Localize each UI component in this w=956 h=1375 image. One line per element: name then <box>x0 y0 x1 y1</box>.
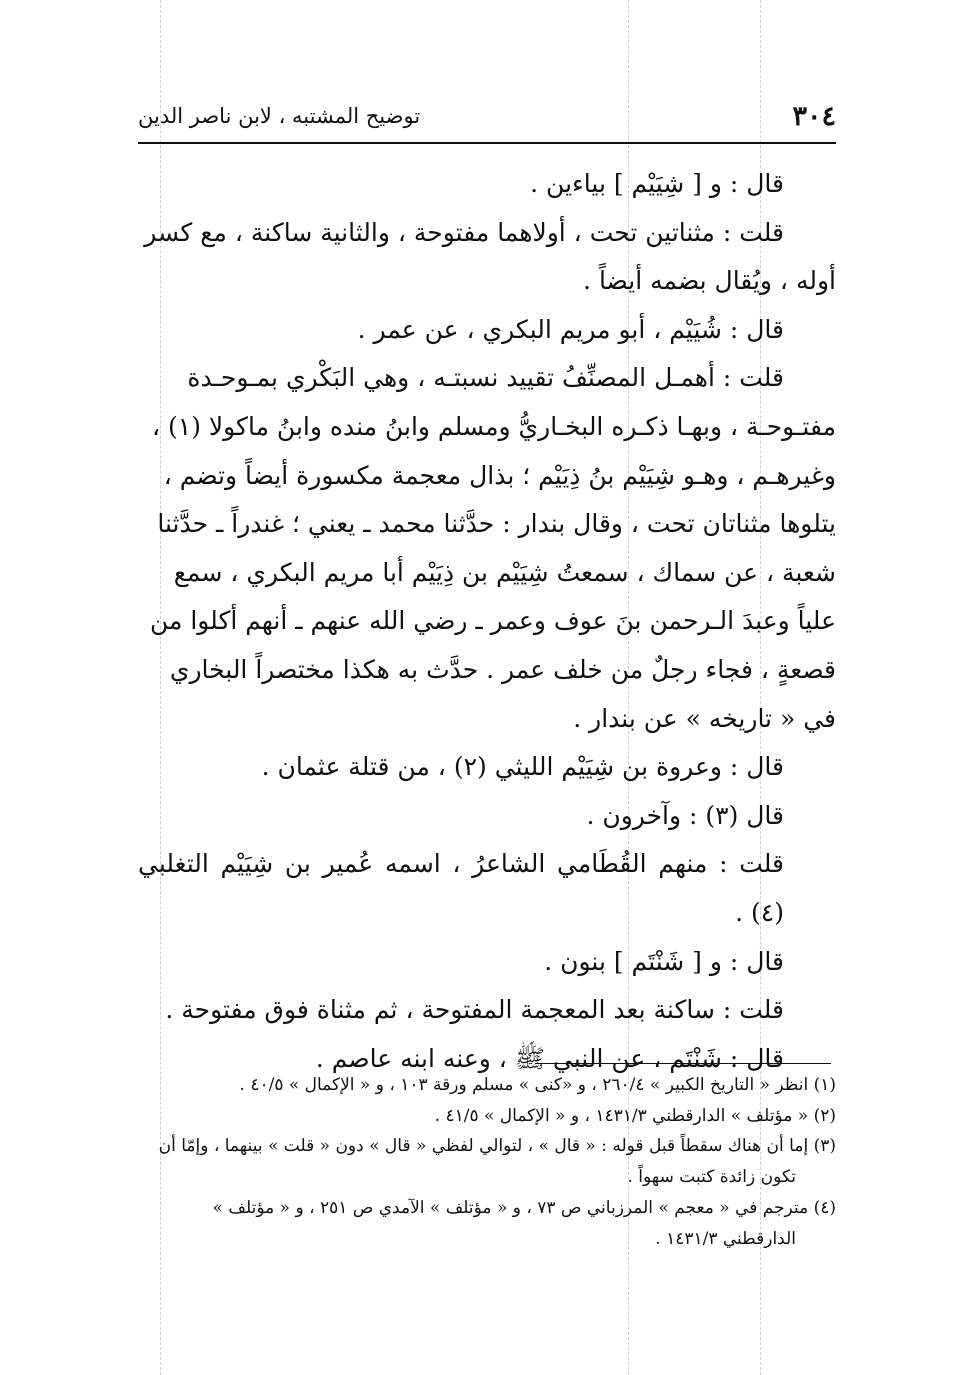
text-line: قال : شَنْتَم ، عن النبي ﷺ ، وعنه ابنه عاصم . <box>315 1043 784 1073</box>
text-line: قال : شُيَيْم ، أبو مريم البكري ، عن عمر . <box>357 314 784 344</box>
main-text <box>138 160 836 1083</box>
text-line: قصعةٍ ، فجاء رجلٌ من خلف عمر . حدَّث به هكذا مختصراً البخاري <box>169 654 836 684</box>
footnote-line: تكون زائدة كتبت سهواً . <box>627 1167 796 1188</box>
text-line: علياً وعبدَ الـرحمن بنَ عوف وعمر ـ رضي الله عنهم ـ أنهم أكلوا من <box>149 606 836 636</box>
text-line: قلت : منهم القُطَامي الشاعرُ ، اسمه عُمير بن شِيَيْم التغلبي (٤) . <box>138 849 784 927</box>
text-line: يتلوها مثناتان تحت ، وقال بندار : حدَّثنا محمد ـ يعني ؛ غندراً ـ حدَّثنا <box>157 509 836 539</box>
footnote-line: (٤) مترجم في « معجم » المرزباني ص ٧٣ ، و « مؤتلف » الآمدي ص ٢٥١ ، و « مؤتلف » <box>212 1197 836 1218</box>
text-line: في « تاريخه » عن بندار . <box>573 703 836 733</box>
footnote-line: الدارقطني ١٤٣١/٣ . <box>655 1228 796 1249</box>
running-title: توضيح المشتبه ، لابن ناصر الدين <box>138 104 421 128</box>
footnote-line: (٢) « مؤتلف » الدارقطني ١٤٣١/٣ ، و « الإكمال » ٤١/٥ . <box>434 1105 836 1126</box>
text-line: قال : وعروة بن شِيَيْم الليثي (٢) ، من قتلة عثمان . <box>261 752 784 782</box>
text-line: أوله ، ويُقال بضمه أيضاً . <box>583 266 836 296</box>
footnote-line: (١) انظر « التاريخ الكبير » ٢٦٠/٤ ، و «كنى » مسلم ورقة ١٠٣ ، و « الإكمال » ٤٠/٥ . <box>239 1075 836 1095</box>
text-line: وغيرهـم ، وهـو شِيَيْم بنُ ذِيَيْم ؛ بذال معجمة مكسورة أيضاً وتضم ، <box>163 460 836 490</box>
page-number: ٣٠٤ <box>792 100 836 132</box>
footnotes <box>135 1070 836 1254</box>
page-header <box>138 96 836 136</box>
text-line: قال (٣) : وآخرون . <box>586 800 784 830</box>
footnote-rule <box>535 1063 831 1064</box>
footnote-line: (٣) إما أن هناك سقطاً قبل قوله : « قال » ، لتوالي لفظي « قال » دون « قلت » بينهما ، وإمّا أن <box>158 1136 836 1157</box>
header-rule <box>138 142 836 144</box>
text-line: شعبة ، عن سماك ، سمعتُ شِيَيْم بن ذِيَيْم أبا مريم البكري ، سمع <box>173 557 836 587</box>
text-line: قال : و [ شِيَيْم ] بياءين . <box>530 169 784 198</box>
text-line: مفتـوحـة ، وبهـا ذكـره البخـاريُّ ومسلم وابنُ منده وابنُ ماكولا (١) ، <box>151 411 836 441</box>
text-line: قلت : مثناتين تحت ، أولاهما مفتوحة ، والثانية ساكنة ، مع كسر <box>144 217 784 247</box>
text-line: قال : و [ شَنْتَم ] بنون . <box>544 946 784 976</box>
text-line: قلت : أهمـل المصنِّفُ تقييد نسبتـه ، وهي البَكْري بمـوحـدة <box>187 363 784 393</box>
text-line: قلت : ساكنة بعد المعجمة المفتوحة ، ثم مثناة فوق مفتوحة . <box>165 995 784 1025</box>
